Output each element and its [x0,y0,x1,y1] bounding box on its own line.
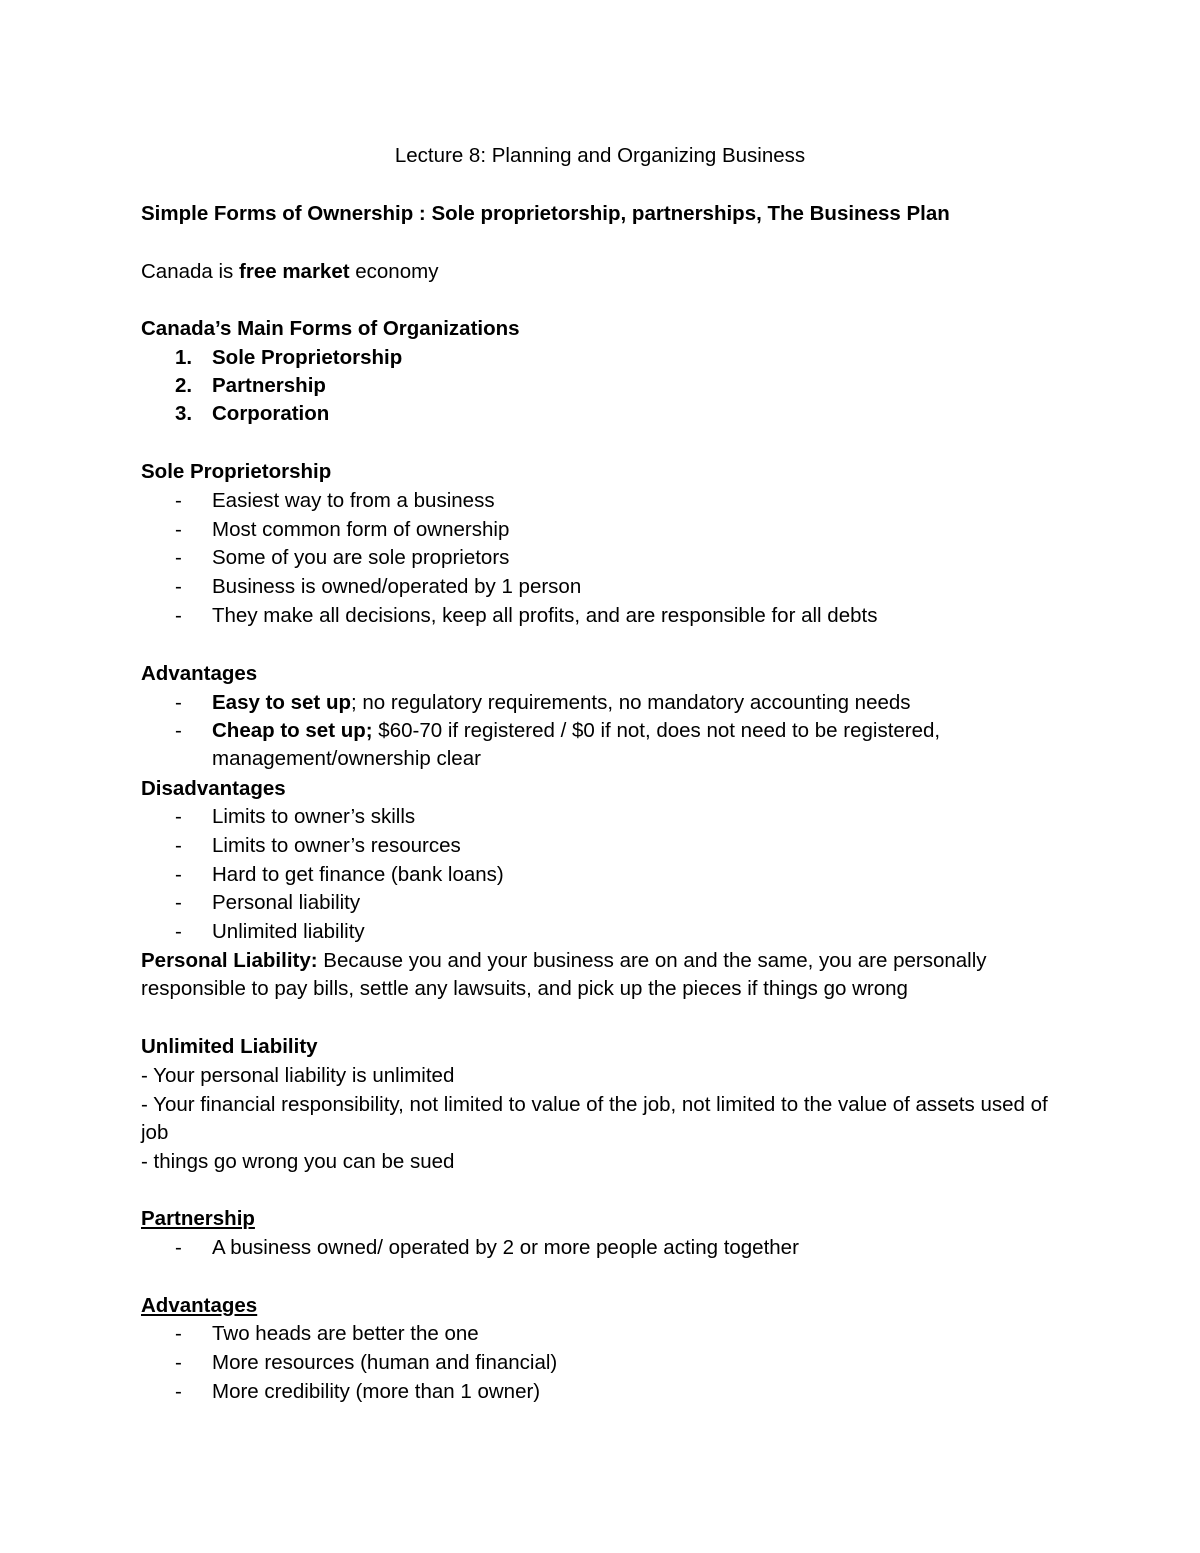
list-number: 3. [175,402,193,425]
list-item [212,717,1070,773]
economy-statement [141,258,1070,286]
personal-liability-definition [141,947,1070,1003]
bullet-marker: - [175,518,182,541]
list-item: More resources (human and financial) [212,1351,558,1374]
list-item: Sole Proprietorship [212,346,403,369]
bullet-marker: - [175,604,182,627]
economy-text-pre: Canada is [141,260,240,283]
list-item: Easiest way to from a business [212,489,495,512]
section-heading-simple-forms: Simple Forms of Ownership : Sole proprietorship, partnerships, The Business Plan [141,202,950,225]
page-title: Lecture 8: Planning and Organizing Business [394,144,806,167]
list-item [212,689,1070,717]
economy-text-bold: free market [239,260,350,283]
bullet-marker: - [175,719,182,742]
list-item: Limits to owner’s skills [212,805,416,828]
bullet-marker: - [175,575,182,598]
list-item-text: $60-70 if registered / $0 if not, does not need to be registered, management/ownership clear [212,719,941,770]
bullet-marker: - [175,863,182,886]
section-heading-partnership: Partnership [141,1207,255,1230]
list-item: Limits to owner’s resources [212,834,461,857]
list-item: More credibility (more than 1 owner) [212,1380,541,1403]
section-heading-advantages: Advantages [141,662,258,685]
list-item: Most common form of ownership [212,518,510,541]
bullet-marker: - [175,546,182,569]
list-item: Partnership [212,374,326,397]
list-item: Unlimited liability [212,920,365,943]
bullet-marker: - [175,920,182,943]
list-number: 2. [175,374,193,397]
definition-term: Personal Liability: [141,949,318,972]
bullet-marker: - [175,691,182,714]
list-item: Two heads are better the one [212,1322,479,1345]
list-item: Hard to get finance (bank loans) [212,863,504,886]
bullet-marker: - [175,805,182,828]
dash-line: - things go wrong you can be sued [141,1150,455,1173]
section-heading-sole-proprietorship: Sole Proprietorship [141,460,332,483]
bullet-marker: - [175,1322,182,1345]
section-heading-partnership-advantages: Advantages [141,1294,258,1317]
bullet-marker: - [175,834,182,857]
bullet-marker: - [175,1351,182,1374]
economy-text-post: economy [349,260,439,283]
bullet-marker: - [175,891,182,914]
dash-line: - Your financial responsibility, not limited to value of the job, not limited to the value of assets used of job [141,1093,1048,1144]
definition-text: Because you and your business are on and the same, you are personally responsible to pay bills, settle any lawsuits, and pick up the pieces if things go wrong [141,949,987,1000]
bullet-marker: - [175,1236,182,1259]
section-heading-disadvantages: Disadvantages [141,777,286,800]
list-item-bold: Easy to set up [212,691,351,714]
dash-line: - Your personal liability is unlimited [141,1064,455,1087]
list-item-text: ; no regulatory requirements, no mandatory accounting needs [351,691,911,714]
list-item-bold: Cheap to set up; [212,719,373,742]
list-item: They make all decisions, keep all profits, and are responsible for all debts [212,604,878,627]
list-item: Some of you are sole proprietors [212,546,510,569]
bullet-marker: - [175,1380,182,1403]
section-heading-main-forms: Canada’s Main Forms of Organizations [141,317,520,340]
list-item: Personal liability [212,891,361,914]
list-number: 1. [175,346,193,369]
section-heading-unlimited-liability: Unlimited Liability [141,1035,318,1058]
list-item: Corporation [212,402,330,425]
list-item: A business owned/ operated by 2 or more people acting together [212,1236,799,1259]
bullet-marker: - [175,489,182,512]
list-item: Business is owned/operated by 1 person [212,575,582,598]
